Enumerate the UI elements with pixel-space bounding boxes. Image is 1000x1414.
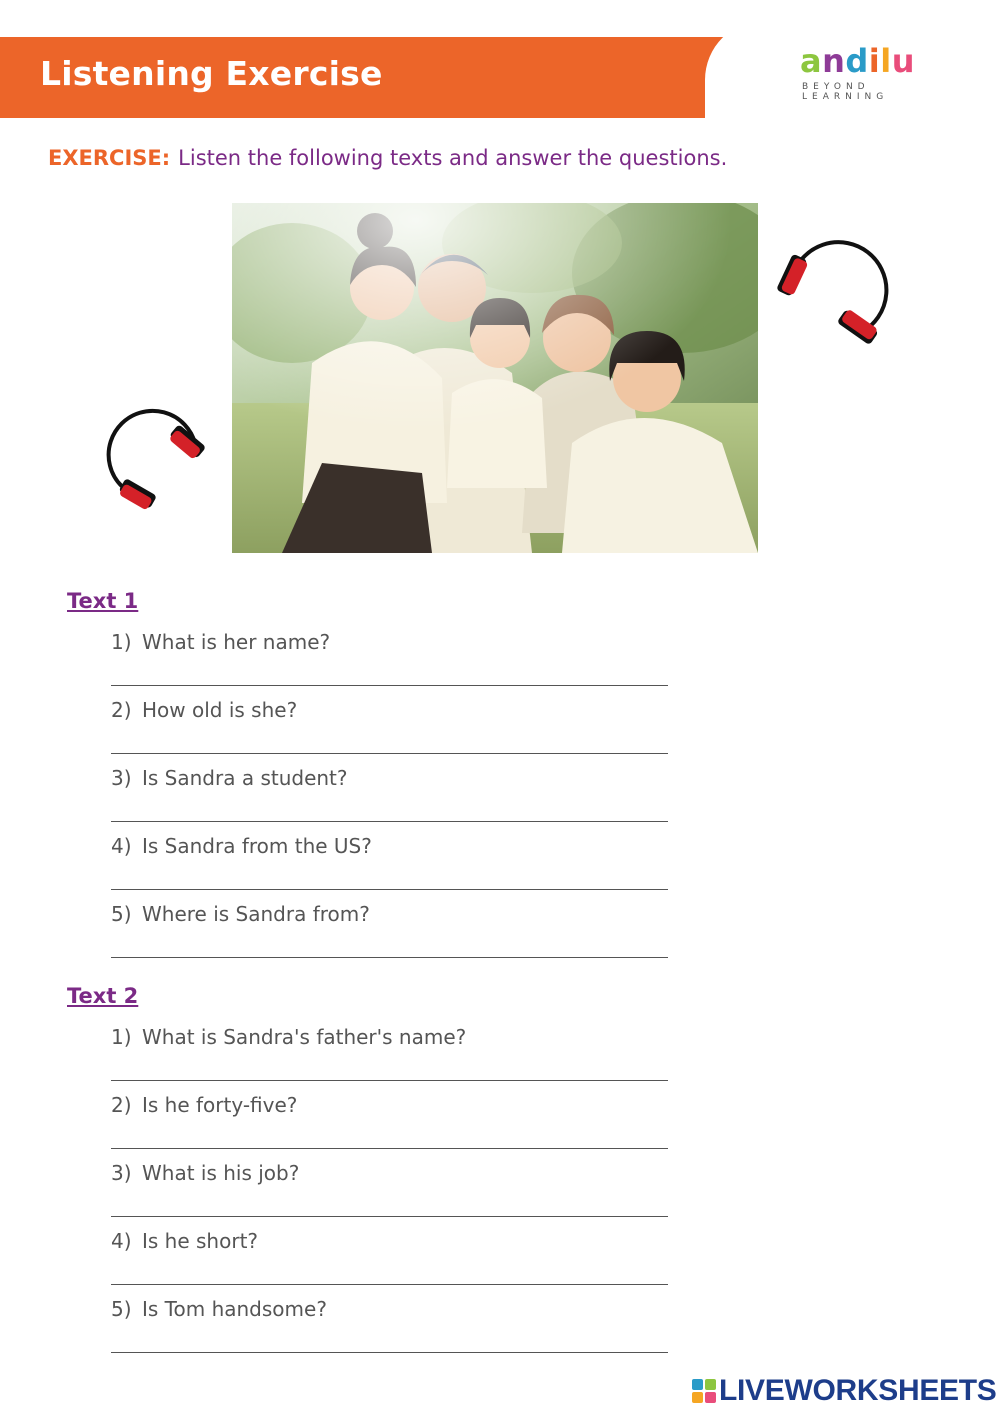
answer-line[interactable] (111, 1148, 668, 1149)
logo-letter: n (822, 42, 846, 80)
question-item (111, 698, 297, 722)
logo-letter: u (891, 42, 915, 80)
liveworksheets-badge-icon (692, 1379, 716, 1403)
badge-square (705, 1392, 716, 1403)
exercise-label: EXERCISE: (48, 146, 171, 170)
question-number: 1) (111, 630, 132, 654)
logo-wordmark (800, 44, 950, 78)
question-item (111, 1161, 299, 1185)
question-item (111, 834, 372, 858)
question-text: What is her name? (142, 630, 331, 654)
answer-line[interactable] (111, 1216, 668, 1217)
logo-letter: i (868, 42, 881, 80)
question-number: 2) (111, 1093, 132, 1117)
question-item (111, 1025, 466, 1049)
answer-line[interactable] (111, 753, 668, 754)
badge-square (692, 1392, 703, 1403)
badge-square (705, 1379, 716, 1390)
question-text: What is his job? (142, 1161, 300, 1185)
logo-letter: d (845, 42, 869, 80)
question-text: Is he forty-five? (142, 1093, 298, 1117)
family-photo (232, 203, 758, 553)
answer-line[interactable] (111, 821, 668, 822)
question-number: 5) (111, 902, 132, 926)
answer-line[interactable] (111, 889, 668, 890)
question-text: What is Sandra's father's name? (142, 1025, 467, 1049)
answer-line[interactable] (111, 685, 668, 686)
question-item (111, 902, 370, 926)
logo-tagline: BEYOND LEARNING (802, 82, 889, 102)
answer-line[interactable] (111, 1284, 668, 1285)
question-number: 4) (111, 834, 132, 858)
question-text: How old is she? (142, 698, 298, 722)
headphones-icon (100, 405, 215, 515)
question-item (111, 1297, 327, 1321)
headphones-icon (770, 230, 900, 350)
question-item (111, 766, 348, 790)
andilu-logo (800, 42, 950, 102)
logo-letter: l (880, 42, 892, 80)
section-title-text-1: Text 1 (67, 589, 139, 613)
question-item (111, 1229, 258, 1253)
answer-line[interactable] (111, 957, 668, 958)
question-text: Where is Sandra from? (142, 902, 370, 926)
badge-square (692, 1379, 703, 1390)
logo-letter: a (800, 42, 823, 80)
liveworksheets-watermark (692, 1374, 997, 1408)
question-text: Is Tom handsome? (142, 1297, 327, 1321)
footer-text: LIVEWORKSHEETS (719, 1374, 997, 1407)
question-number: 2) (111, 698, 132, 722)
page-title: Listening Exercise (40, 54, 383, 93)
exercise-instruction (48, 146, 727, 170)
question-number: 3) (111, 766, 132, 790)
question-number: 4) (111, 1229, 132, 1253)
question-text: Is Sandra a student? (142, 766, 348, 790)
exercise-text: Listen the following texts and answer the questions. (178, 146, 728, 170)
question-text: Is Sandra from the US? (142, 834, 372, 858)
question-text: Is he short? (142, 1229, 259, 1253)
answer-line[interactable] (111, 1080, 668, 1081)
question-number: 1) (111, 1025, 132, 1049)
question-number: 3) (111, 1161, 132, 1185)
question-item (111, 1093, 297, 1117)
question-item (111, 630, 330, 654)
answer-line[interactable] (111, 1352, 668, 1353)
section-title-text-2: Text 2 (67, 984, 139, 1008)
question-number: 5) (111, 1297, 132, 1321)
